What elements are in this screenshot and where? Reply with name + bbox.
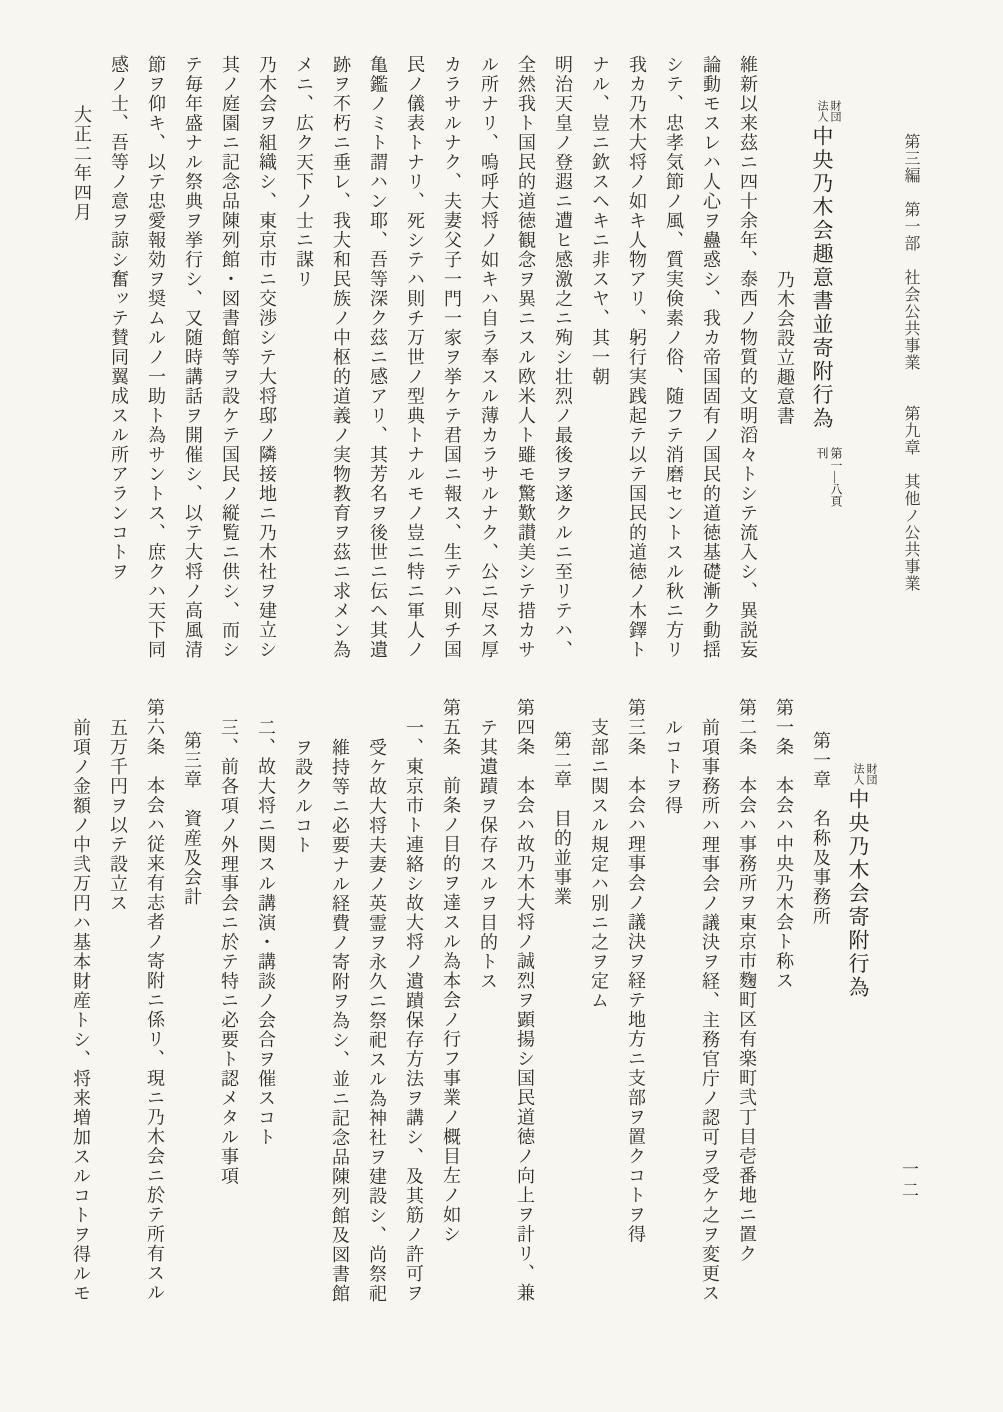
article-line: 五万千円ヲ以テ設立ス: [108, 718, 128, 913]
prospectus-line: ル所ナリ、嗚呼大将ノ如キハ自ラ奉スル薄カラサルナク、公ニ尽ス厚: [479, 55, 499, 660]
pages-note-range: 第一—八頁: [829, 446, 843, 507]
prospectus-line: カラサルナク、夫妻父子一門一家ヲ挙ケテ君国ニ報ス、生テハ則チ国: [442, 55, 462, 660]
page-number: 一二: [899, 1160, 918, 1202]
prospectus-line: 明治天皇ノ登遐ニ遭ヒ感激之ニ殉シ壮烈ノ最後ヲ遂クルニ至リテハ、: [553, 55, 573, 660]
prospectus-subtitle: 乃木会設立趣意書: [775, 270, 795, 426]
article-line: 第二条 本会ハ事務所ヲ東京市麴町区有楽町弐丁目壱番地ニ置ク: [737, 698, 757, 1264]
list-item-line: 受ケ故大将夫妻ノ英霊ヲ永久ニ祭祀スル為神社ヲ建設シ、尚祭祀: [367, 738, 387, 1304]
article-line: 前項ノ金額ノ中弐万円ハ基本財産トシ、将来増加スルコトヲ得ルモ: [71, 718, 91, 1303]
prospectus-line: 全然我ト国民的道徳観念ヲ異ニスル欧米人ト雖モ驚歎讃美シテ措カサ: [516, 55, 536, 660]
prospectus-line: ナル、豈ニ欽スヘキニ非スヤ、其一朝: [590, 55, 610, 387]
chapter-heading: 第二章 目的並事業: [552, 731, 572, 907]
prospectus-date: 大正二年四月: [72, 105, 92, 222]
article-line: 支部ニ関スル規定ハ別ニ之ヲ定ム: [589, 718, 609, 1011]
prospectus-line: 論動モスレハ人心ヲ蠱惑シ、我カ帝国固有ノ国民的道徳基礎漸ク動揺: [701, 55, 721, 660]
article-line: 第六条 本会ハ従来有志者ノ寄附ニ係リ、現ニ乃木会ニ於テ所有スル: [145, 698, 165, 1303]
prospectus-line: 我カ乃木大将ノ如キ人物アリ、躬行実践起テ以テ国民的道徳ノ木鐸ト: [627, 55, 647, 660]
list-item-line: 二、故大将ニ関スル講演・講談ノ会合ヲ催スコト: [256, 718, 276, 1147]
chapter-heading: 第三章 資産及会計: [182, 731, 202, 907]
prospectus-line: テ毎年盛ナル祭典ヲ挙行シ、又随時講話ヲ開催シ、以テ大将ノ高風清: [183, 55, 203, 660]
org-type-bottom: 法人: [816, 100, 828, 122]
org-type-bottom: 法人: [852, 763, 864, 785]
article-line: 第四条 本会ハ故乃木大将ノ誠烈ヲ顕揚シ国民道徳ノ向上ヲ計リ、兼: [515, 698, 535, 1303]
article-line: 第一条 本会ハ中央乃木会ト称ス: [774, 698, 794, 991]
list-item-line: 一、東京市ト連絡シ故大将ノ遺蹟保存方法ヲ講シ、及其筋ノ許可ヲ: [404, 718, 424, 1303]
article-line: 第五条 前条ノ目的ヲ達スル為本会ノ行フ事業ノ概目左ノ如シ: [441, 698, 461, 1244]
endowment-title: 中央乃木会寄附行為: [846, 788, 870, 1000]
prospectus-line: シテ、忠孝気節ノ風、質実倹素ノ俗、随フテ消磨セントスル秋ニ方リ: [664, 55, 684, 660]
prospectus-line: 乃木会ヲ組織シ、東京市ニ交渉シテ大将邸ノ隣接地ニ乃木社ヲ建立シ: [257, 55, 277, 660]
prospectus-line: 亀鑑ノミト謂ハン耶、吾等深ク茲ニ感アリ、其芳名ヲ後世ニ伝ヘ其遺: [368, 55, 388, 660]
prospectus-line: 民ノ儀表トナリ、死シテハ則チ万世ノ型典トナルモノ豈ニ特ニ軍人ノ: [405, 55, 425, 660]
org-type-top: 財団: [829, 100, 841, 122]
prospectus-line: 感ノ士、吾等ノ意ヲ諒シ奮ッテ賛同翼成スル所アランコトヲ: [109, 55, 129, 582]
endowment-section: [62, 698, 877, 1338]
pages-note-kan: 刊: [815, 446, 829, 459]
prospectus-line: 跡ヲ不朽ニ垂レ、我大和民族ノ中枢的道義ノ実物教育ヲ茲ニ求メン為: [331, 55, 351, 660]
endowment-title-column: [839, 698, 877, 1338]
list-item-line: 三、前各項ノ外理事会ニ於テ特ニ必要ト認メタル事項: [219, 718, 239, 1186]
prospectus-title: 中央乃木会趣意書並寄附行為: [810, 125, 834, 431]
prospectus-section: [63, 55, 843, 683]
prospectus-line: メニ、広ク天下ノ士ニ謀リ: [294, 55, 314, 289]
chapter-heading: 第一章 名称及事務所: [811, 731, 831, 926]
article-line: 前項事務所ハ理事会ノ議決ヲ経、主務官庁ノ認可ヲ受ケ之ヲ変更ス: [700, 718, 720, 1303]
pages-note: [815, 447, 843, 507]
article-line: 第三条 本会ハ理事会ノ議決ヲ経テ地方ニ支部ヲ置クコトヲ得: [626, 698, 646, 1244]
org-type-top: 財団: [865, 763, 877, 785]
article-line: テ其遺蹟ヲ保存スルヲ目的トス: [478, 718, 498, 991]
org-type-label: [815, 100, 841, 122]
prospectus-line: 節ヲ仰キ、以テ忠愛報効ヲ奨ムルノ一助ト為サントス、庶クハ天下同: [146, 55, 166, 660]
list-item-line: 維持等ニ必要ナル経費ノ寄附ヲ為シ、並ニ記念品陳列館及図書館: [330, 738, 350, 1304]
prospectus-line: 維新以来茲ニ四十余年、泰西ノ物質的文明滔々トシテ流入シ、異説妄: [738, 55, 758, 660]
list-item-line: ヲ設クルコト: [293, 738, 313, 855]
running-head: 第三編 第一部 社会公共事業 第九章 其他ノ公共事業: [902, 133, 919, 592]
article-line: ルコトヲ得: [663, 718, 683, 816]
prospectus-title-column: [803, 55, 843, 683]
title-note-gap: [822, 431, 823, 447]
prospectus-line: 其ノ庭園ニ記念品陳列館・図書館等ヲ設ケテ国民ノ縦覧ニ供シ、而シ: [220, 55, 240, 660]
org-type-label: [851, 763, 877, 785]
